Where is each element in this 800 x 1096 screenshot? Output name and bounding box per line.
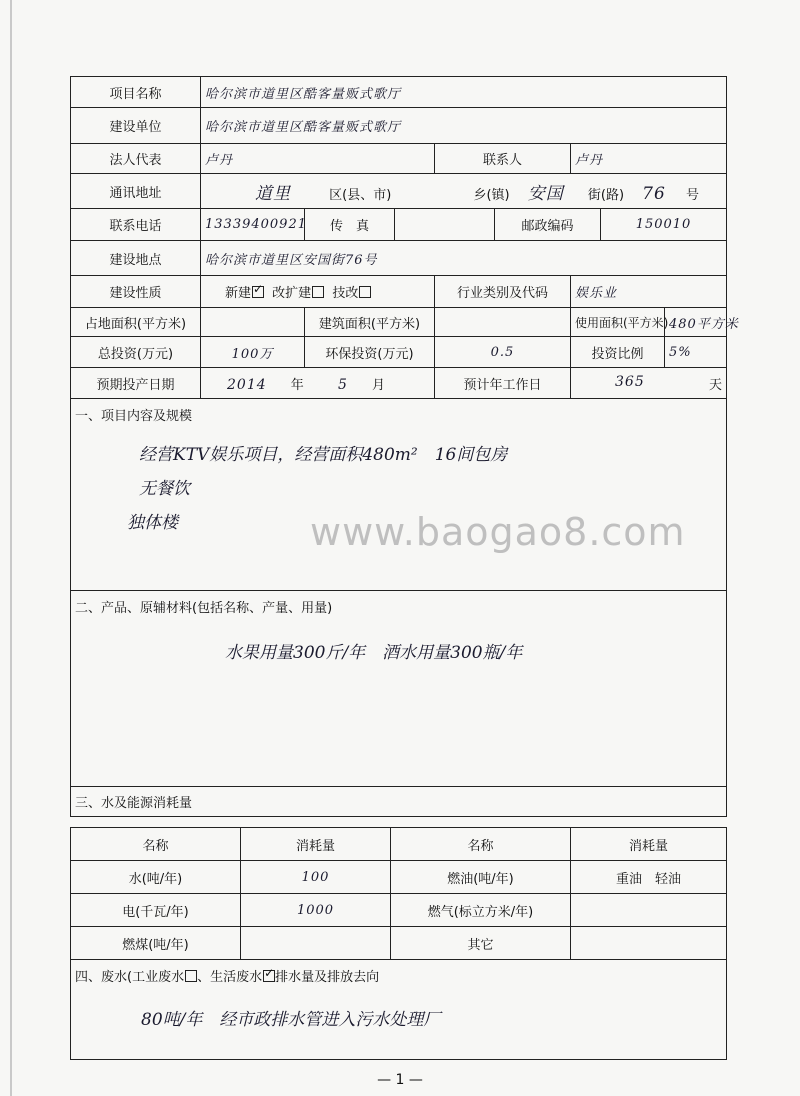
invest-ratio-value: 5% [665, 337, 727, 368]
workdays-value: 365 [615, 373, 645, 390]
contact-value: 卢丹 [571, 144, 727, 174]
legal-rep-label: 法人代表 [71, 144, 201, 174]
section-4-title-a: 四、废水(工业废水 [75, 970, 185, 985]
phone-label: 联系电话 [71, 209, 201, 241]
coal-label: 燃煤(吨/年) [71, 927, 241, 960]
postal-code-label: 邮政编码 [495, 209, 601, 241]
legal-rep-value: 卢丹 [201, 144, 435, 174]
building-area-label: 建筑面积(平方米) [305, 308, 435, 337]
address-label: 通讯地址 [71, 174, 201, 209]
nature-new-checkbox[interactable] [252, 286, 264, 298]
address-value [201, 174, 727, 209]
industrial-wastewater-checkbox[interactable] [185, 970, 197, 982]
industry-value: 娱乐业 [571, 276, 727, 308]
start-date-value [201, 368, 435, 399]
fax-value [395, 209, 495, 241]
start-year: 2014 [227, 376, 267, 393]
contact-label: 联系人 [435, 144, 571, 174]
district-label: 区(县、市) [329, 187, 392, 203]
total-invest-label: 总投资(万元) [71, 337, 201, 368]
energy-name-header-2: 名称 [391, 828, 571, 861]
use-area-value: 480平方米 [665, 308, 727, 337]
row-nature [71, 276, 727, 308]
section-1-line-1: 经营KTV娱乐项目，经营面积480m² 16间包房 [139, 445, 508, 465]
energy-name-header-1: 名称 [71, 828, 241, 861]
nature-options [201, 276, 435, 308]
other-value [571, 927, 727, 960]
land-area-label: 占地面积(平方米) [71, 308, 201, 337]
year-label: 年 [290, 377, 304, 393]
industry-label: 行业类别及代码 [435, 276, 571, 308]
fuel-oil-value: 重油 轻油 [571, 861, 727, 894]
section-4-title-c: 排水量及排放去向 [275, 970, 380, 985]
section-2 [71, 591, 727, 787]
invest-ratio-label: 投资比例 [571, 337, 665, 368]
town-label: 乡(镇) [473, 187, 510, 203]
energy-amount-header-2: 消耗量 [571, 828, 727, 861]
address-number: 76 [642, 183, 666, 204]
domestic-wastewater-checkbox[interactable] [263, 970, 275, 982]
nature-label: 建设性质 [71, 276, 201, 308]
project-name-value: 哈尔滨市道里区酷客量贩式歌厅 [201, 77, 727, 108]
energy-row-power [71, 894, 727, 927]
power-value: 1000 [241, 894, 391, 927]
env-form-table [70, 76, 739, 817]
water-value: 100 [241, 861, 391, 894]
address-district: 道里 [255, 183, 291, 204]
section-1-line-2: 无餐饮 [139, 479, 190, 499]
scan-edge [10, 0, 12, 1096]
project-name-label: 项目名称 [71, 77, 201, 108]
street-label: 街(路) [587, 187, 625, 203]
water-label: 水(吨/年) [71, 861, 241, 894]
number-label: 号 [685, 187, 699, 203]
start-date-label: 预期投产日期 [71, 368, 201, 399]
building-area-value [435, 308, 571, 337]
section-2-line: 水果用量300斤/年 酒水用量300瓶/年 [225, 643, 523, 663]
gas-value [571, 894, 727, 927]
gas-label: 燃气(标立方米/年) [391, 894, 571, 927]
site-label: 建设地点 [71, 241, 201, 276]
env-invest-value: 0.5 [435, 337, 571, 368]
fax-label: 传 真 [305, 209, 395, 241]
nature-tech-label: 技改 [332, 286, 359, 301]
energy-table [70, 827, 727, 1060]
section-3-title: 三、水及能源消耗量 [71, 787, 727, 817]
total-invest-value: 100万 [201, 337, 305, 368]
section-1 [71, 399, 727, 591]
site-value: 哈尔滨市道里区安国街76号 [201, 241, 727, 276]
page-number: — 1 — [377, 1072, 423, 1088]
address-street: 安国 [527, 183, 564, 204]
row-project-name [71, 77, 727, 108]
row-date [71, 368, 727, 399]
section-2-title: 二、产品、原辅材料(包括名称、产量、用量) [75, 601, 333, 616]
phone-value: 13339400921 [201, 209, 305, 241]
env-invest-label: 环保投资(万元) [305, 337, 435, 368]
section-1-line-3: 独体楼 [127, 513, 178, 533]
land-area-value [201, 308, 305, 337]
postal-code-value: 150010 [601, 209, 727, 241]
section-4-title-b: 、生活废水 [197, 970, 263, 985]
row-phone [71, 209, 727, 241]
section-3-title-row [71, 787, 727, 817]
builder-label: 建设单位 [71, 108, 201, 144]
energy-row-water [71, 861, 727, 894]
days-label: 天 [709, 377, 723, 393]
other-label: 其它 [391, 927, 571, 960]
watermark: www.baogao8.com [310, 510, 686, 554]
nature-expand-checkbox[interactable] [312, 286, 324, 298]
power-label: 电(千瓦/年) [71, 894, 241, 927]
row-area [71, 308, 727, 337]
section-4 [71, 960, 727, 1060]
section-1-title: 一、项目内容及规模 [75, 409, 193, 424]
nature-tech-checkbox[interactable] [359, 286, 371, 298]
energy-row-coal [71, 927, 727, 960]
nature-new-label: 新建 [225, 286, 252, 301]
energy-header-row [71, 828, 727, 861]
builder-value: 哈尔滨市道里区酷客量贩式歌厅 [201, 108, 727, 144]
nature-expand-label: 改扩建 [272, 286, 312, 301]
energy-amount-header-1: 消耗量 [241, 828, 391, 861]
row-address [71, 174, 727, 209]
row-investment [71, 337, 727, 368]
month-label: 月 [372, 377, 386, 393]
row-site [71, 241, 727, 276]
section-4-title [75, 966, 722, 985]
fuel-oil-label: 燃油(吨/年) [391, 861, 571, 894]
coal-value [241, 927, 391, 960]
row-builder [71, 108, 727, 144]
start-month: 5 [337, 376, 348, 393]
section-4-line: 80吨/年 经市政排水管进入污水处理厂 [141, 1010, 441, 1030]
row-legal-rep [71, 144, 727, 174]
workdays-value-cell [571, 368, 727, 399]
workdays-label: 预计年工作日 [435, 368, 571, 399]
use-area-label: 使用面积(平方米) [571, 308, 665, 337]
